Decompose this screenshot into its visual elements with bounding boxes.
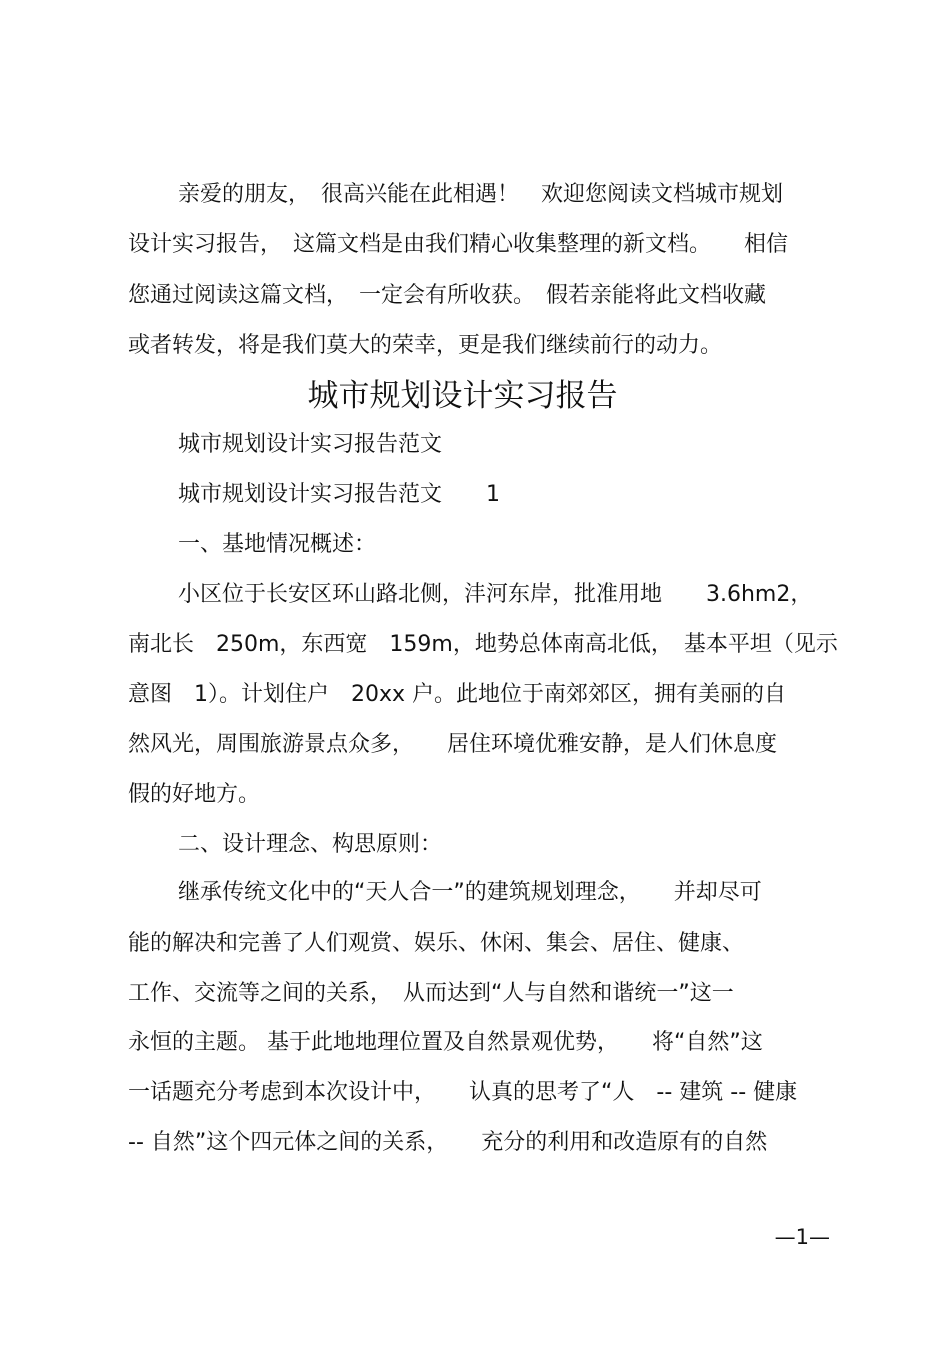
intro-line-3: 您通过阅读这篇文档， 一定会有所收获。 假若亲能将此文档收藏 — [128, 283, 767, 308]
section1-line-5: 假的好地方。 — [128, 782, 261, 807]
intro-line-4: 或者转发，将是我们莫大的荣幸，更是我们继续前行的动力。 — [128, 333, 723, 358]
subtitle-line-2: 城市规划设计实习报告范文 1 — [178, 482, 500, 507]
section1-line-2: 南北长 250m，东西宽 159m，地势总体南高北低， 基本平坦（见示 — [128, 632, 838, 657]
page-number: —1— — [774, 1225, 830, 1249]
section1-line-3: 意图 1）。计划住户 20xx 户。此地位于南郊郊区，拥有美丽的自 — [128, 682, 787, 707]
section2-line-4: 永恒的主题。 基于此地地理位置及自然景观优势， 将“自然”这 — [128, 1030, 763, 1055]
intro-line-1: 亲爱的朋友， 很高兴能在此相遇！ 欢迎您阅读文档城市规划 — [178, 182, 784, 207]
section2-line-2: 能的解决和完善了人们观赏、娱乐、休闲、集会、居住、健康、 — [128, 931, 745, 956]
section2-line-6: -- 自然”这个四元体之间的关系， 充分的利用和改造原有的自然 — [128, 1130, 768, 1155]
section2-heading: 二、设计理念、构思原则： — [178, 832, 443, 857]
intro-line-2: 设计实习报告， 这篇文档是由我们精心收集整理的新文档。 相信 — [128, 232, 789, 257]
section2-line-3: 工作、交流等之间的关系， 从而达到“人与自然和谐统一”这一 — [128, 981, 734, 1006]
subtitle-line-1: 城市规划设计实习报告范文 — [178, 432, 443, 457]
document-title: 城市规划设计实习报告 — [307, 378, 618, 414]
section1-line-4: 然风光，周围旅游景点众多， 居住环境优雅安静，是人们休息度 — [128, 732, 778, 757]
section2-line-1: 继承传统文化中的“天人合一”的建筑规划理念， 并却尽可 — [178, 880, 762, 905]
section1-line-1: 小区位于长安区环山路北侧，沣河东岸，批准用地 3.6hm2， — [178, 582, 813, 607]
section2-line-5: 一话题充分考虑到本次设计中， 认真的思考了“人 -- 建筑 -- 健康 — [128, 1080, 798, 1105]
section1-heading: 一、基地情况概述： — [178, 532, 377, 557]
